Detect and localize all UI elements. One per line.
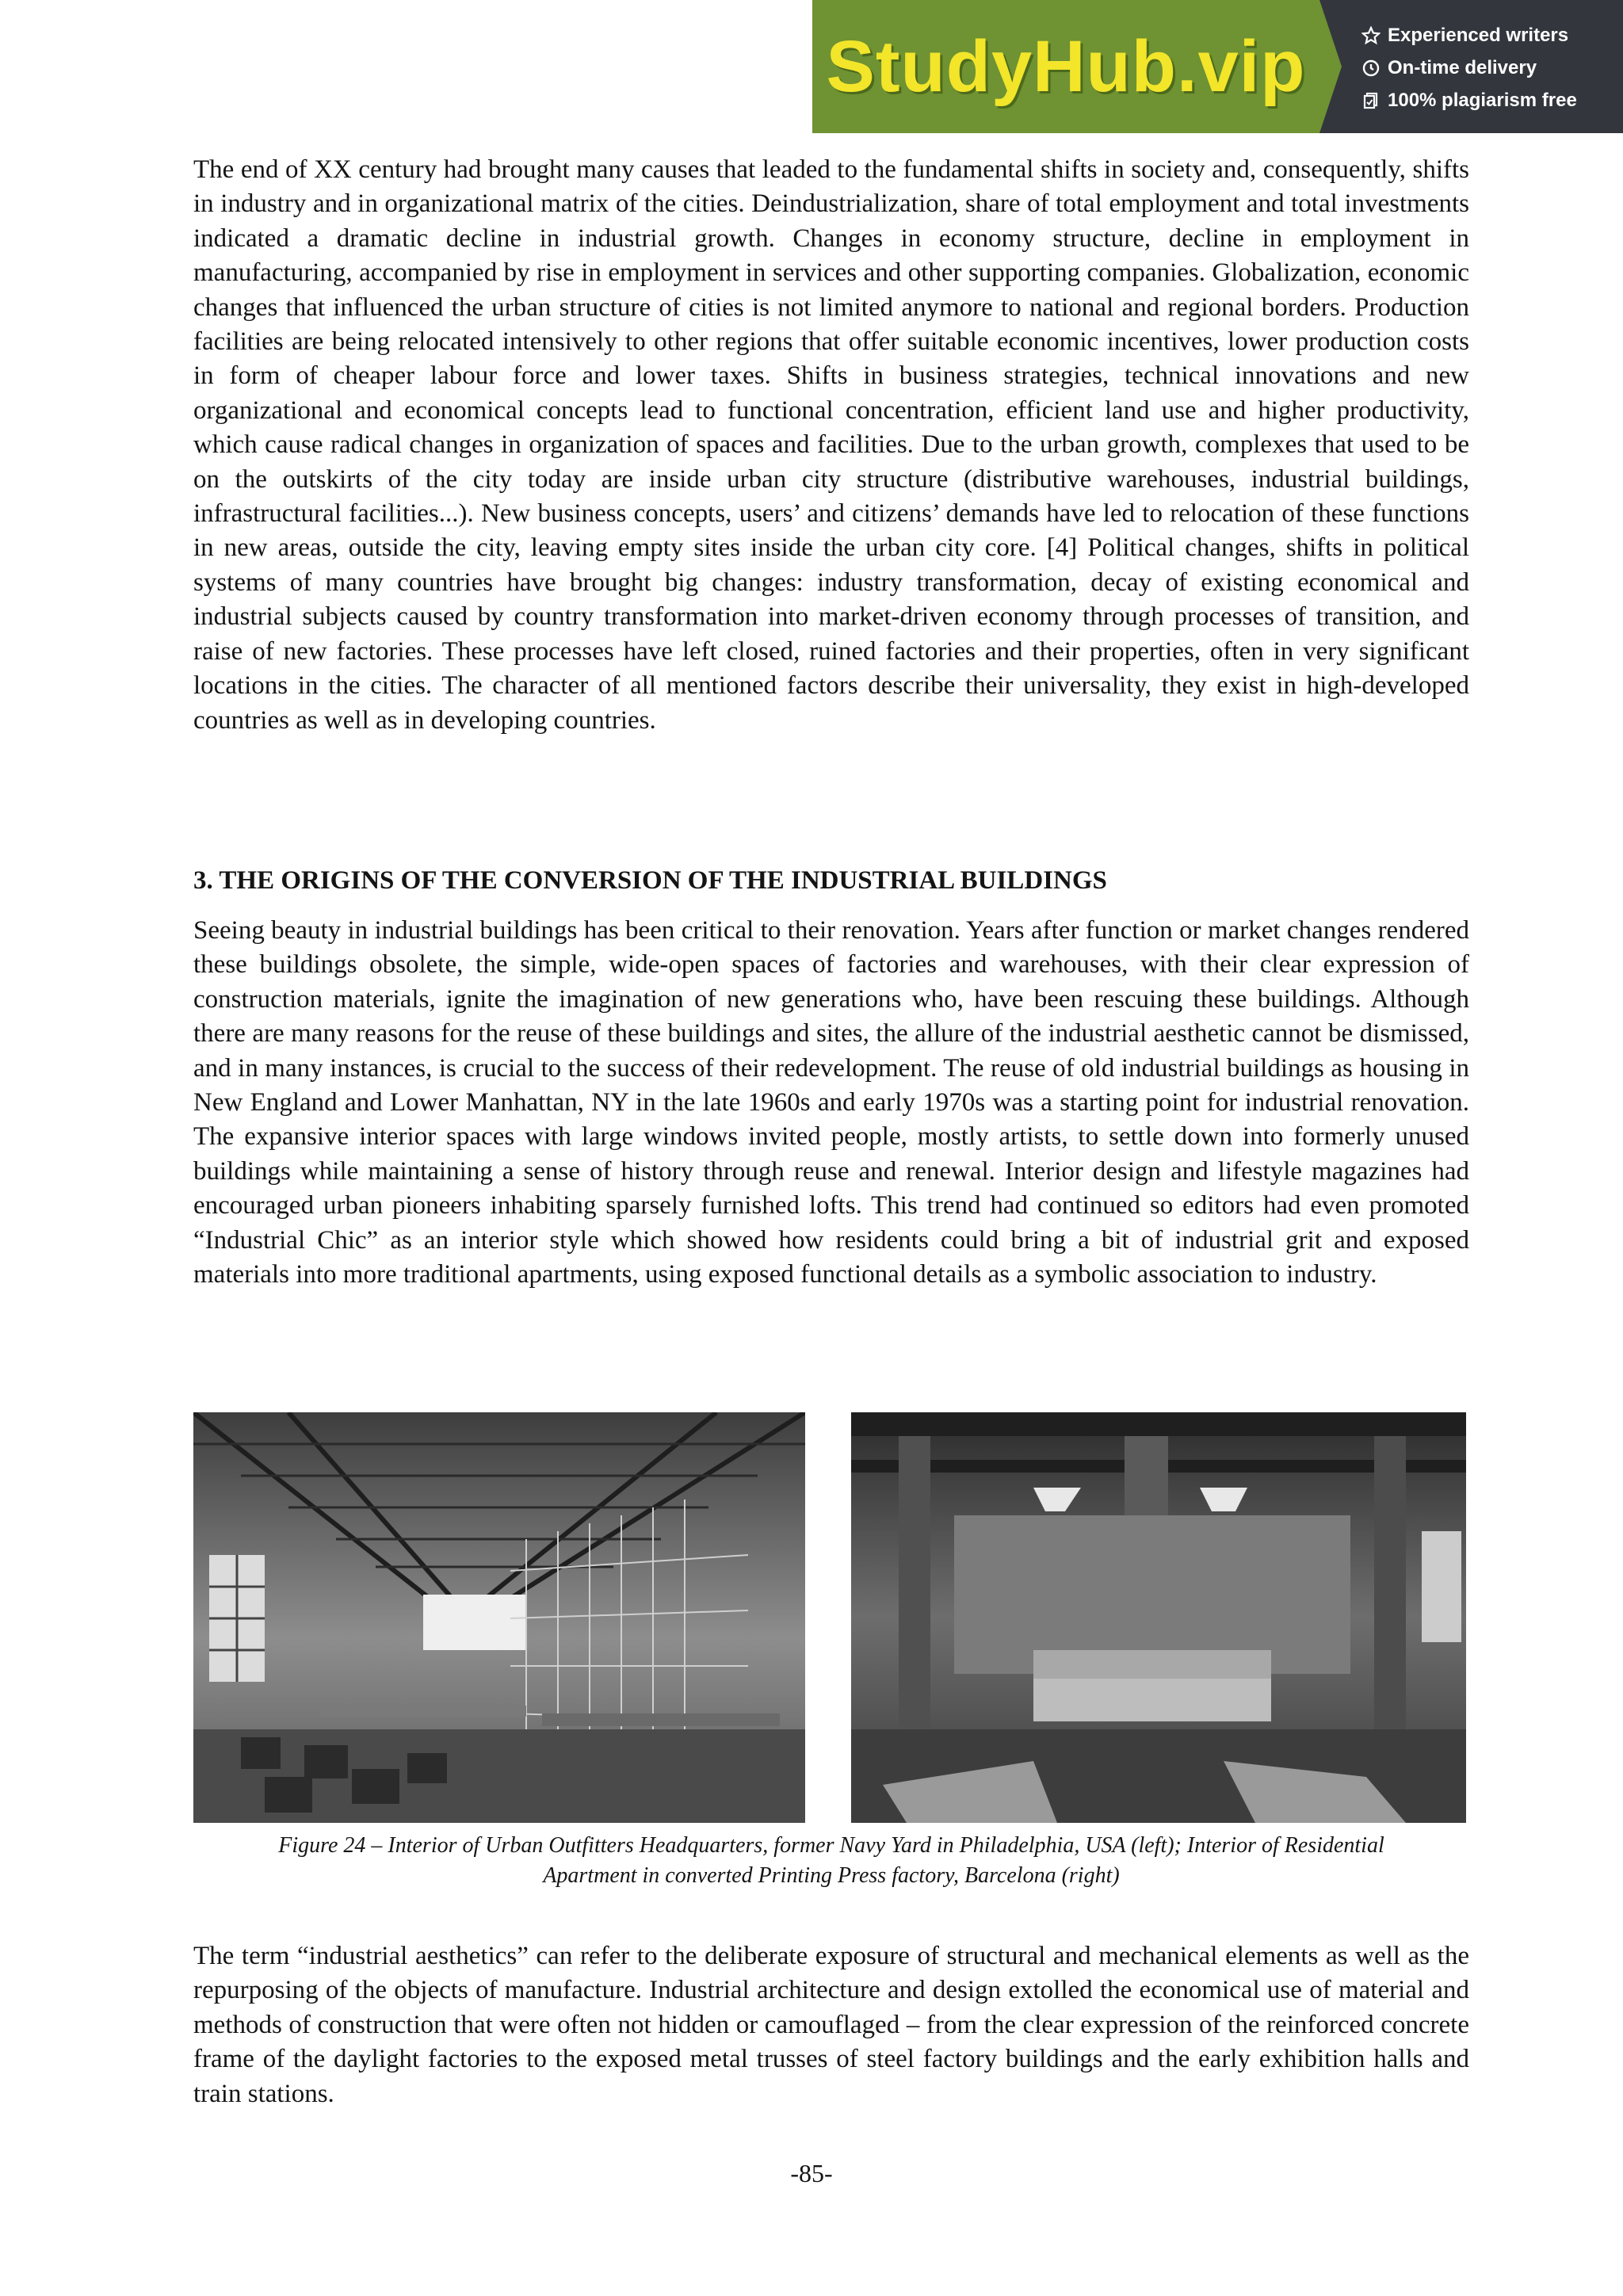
feature-plagiarism-free	[1361, 84, 1623, 117]
document-check-icon	[1361, 90, 1381, 111]
paragraph-2: Seeing beauty in industrial buildings has been critical to their renovation. Years after function or market changes rendered these buildings obsolete, the simple, wide-open spaces of factories and warehouses, with their clear expression of construction materials, ignite the imagination of new generations who, have been rescuing these buildings. Although there are many reasons for the reuse of these buildings and sites, the allure of the industrial aesthetic cannot be dismissed, and in many instances, is crucial to the success of their redevelopment. The reuse of old industrial buildings as housing in New England and Lower Manhattan, NY in the late 1960s and early 1970s was a starting point for industrial renovation. The expansive interior spaces with large windows invited people, mostly artists, to settle down into formerly unused buildings while maintaining a sense of history through reuse and renewal. Interior design and lifestyle magazines had encouraged urban pioneers inhabiting sparsely furnished lofts. This trend had continued so editors had even promoted “Industrial Chic” as an interior style which showed how residents could bring a bit of industrial grit and exposed materials into more traditional apartments, using exposed functional details as a symbolic association to industry.	[193, 916, 1469, 1289]
caption-line-2: Apartment in converted Printing Press factory, Barcelona (right)	[543, 1863, 1120, 1888]
figure-photo-left	[193, 1412, 805, 1823]
paragraph-block-3	[193, 1939, 1469, 2111]
feature-experienced-writers	[1361, 19, 1623, 52]
logo-arrow-decoration	[1319, 0, 1342, 133]
page-number: -85-	[790, 2159, 833, 2187]
feature-label: 100% plagiarism free	[1388, 89, 1577, 111]
section-heading-block	[193, 864, 1469, 898]
clock-icon	[1361, 58, 1381, 78]
banner-features	[1319, 0, 1623, 133]
feature-on-time-delivery	[1361, 52, 1623, 84]
feature-label: On-time delivery	[1388, 56, 1537, 78]
section-heading: 3. THE ORIGINS OF THE CONVERSION OF THE INDUSTRIAL BUILDINGS	[193, 866, 1107, 895]
caption-line-1: Figure 24 – Interior of Urban Outfitters Headquarters, former Navy Yard in Philadelphia, USA (left); Interior of Residential	[278, 1833, 1384, 1858]
feature-label: Experienced writers	[1388, 24, 1569, 46]
studyhub-banner[interactable]	[812, 0, 1623, 133]
star-outline-icon	[1361, 25, 1381, 46]
paragraph-3: The term “industrial aesthetics” can refer to the deliberate exposure of structural and mechanical elements as well as the repurposing of the objects of manufacture. Industrial architecture and design extolled the economical use of material and methods of construction that were often not hidden or camouflaged – from the clear expression of the reinforced concrete frame of the daylight factories to the exposed metal trusses of steel factory buildings and the early exhibition halls and train stations.	[193, 1942, 1469, 2108]
paragraph-block-1	[193, 153, 1469, 738]
logo-text: StudyHub.vip	[826, 25, 1306, 107]
paragraph-1: The end of XX century had brought many causes that leaded to the fundamental shifts in society and, consequently, shifts in industry and in organizational matrix of the cities. Deindustrialization, share of total employment and total investments indicated a dramatic decline in industrial growth. Changes in economy structure, decline in employment in manufacturing, accompanied by rise in employment in services and other supporting companies. Globalization, economic changes that influenced the urban structure of cities is not limited anymore to national and regional borders. Production facilities are being relocated intensively to other regions that offer suitable economic incentives, lower production costs in form of cheaper labour force and lower taxes. Shifts in business strategies, technical innovations and new organizational and economical concepts lead to functional concentration, efficient land use and higher productivity, which cause radical changes in organization of spaces and facilities. Due to the urban growth, complexes that used to be on the outskirts of the city today are inside urban city structure (distributive warehouses, industrial buildings, infrastructural facilities...). New business concepts, users’ and citizens’ demands have led to relocation of these functions in new areas, outside the city, leaving empty sites inside the urban city core. [4] Political changes, shifts in political systems of many countries have brought big changes: industry transformation, decay of existing economical and industrial subjects caused by country transformation into market-driven economy through processes of transition, and raise of new factories. These processes have left closed, ruined factories and their properties, often in very significant locations in the cities. The character of all mentioned factors describe their universality, they exist in high-developed countries as well as in developing countries.	[193, 155, 1469, 735]
paragraph-block-2	[193, 914, 1469, 1292]
figure-photo-right	[851, 1412, 1466, 1823]
studyhub-logo[interactable]	[812, 0, 1319, 133]
figure-caption	[193, 1831, 1469, 1891]
